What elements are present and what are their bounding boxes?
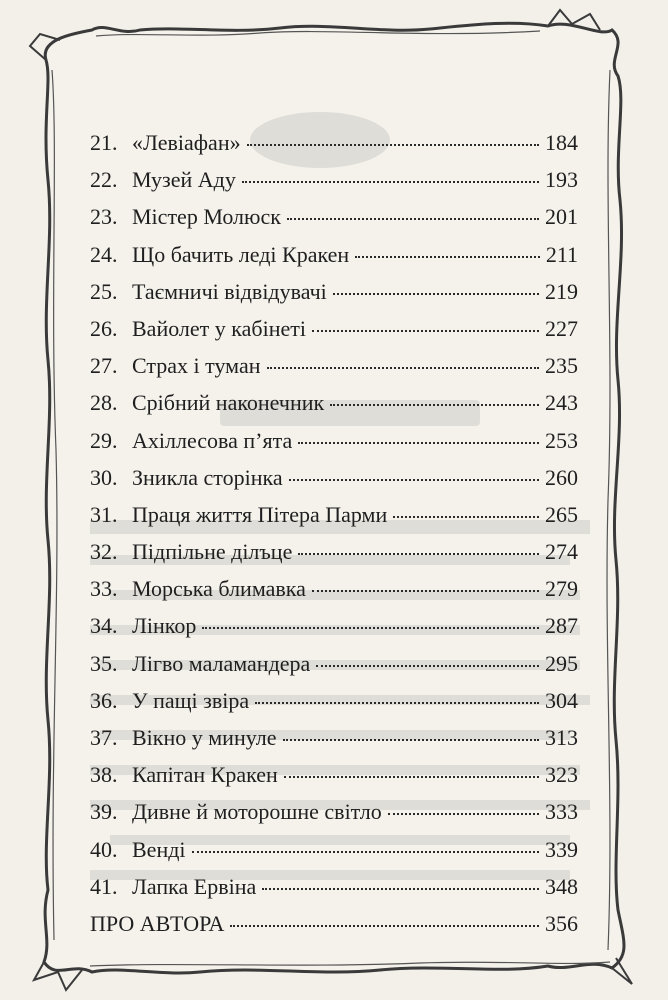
page-number: 333 (545, 799, 578, 825)
page-number: 295 (545, 650, 578, 676)
dot-leader (355, 256, 540, 258)
dot-leader (333, 293, 539, 295)
dot-leader (388, 813, 539, 815)
page-number: 339 (545, 836, 578, 862)
page-number: 193 (545, 167, 578, 193)
page-number: 287 (545, 613, 578, 639)
dot-leader (247, 144, 539, 146)
toc-entry (90, 273, 578, 310)
dot-leader (284, 776, 539, 778)
toc-entry (90, 607, 578, 644)
chapter-title: Що бачить леді Кракен (132, 241, 350, 267)
dot-leader (202, 627, 539, 629)
chapter-title: Страх і туман (132, 353, 261, 379)
chapter-number: 27. (90, 353, 118, 379)
dot-leader (393, 516, 539, 518)
page-number: 211 (545, 241, 578, 267)
toc-entry (90, 124, 578, 161)
chapter-number: 35. (90, 650, 118, 676)
page-number: 356 (545, 910, 578, 936)
dot-leader (330, 404, 539, 406)
chapter-title: Містер Молюск (132, 204, 281, 230)
chapter-number: 34. (90, 613, 118, 639)
chapter-title: Лінкор (132, 613, 197, 639)
toc-entry (90, 422, 578, 459)
dot-leader (298, 553, 539, 555)
chapter-title: Морська блимавка (132, 576, 306, 602)
page-number: 184 (545, 130, 578, 155)
page-number: 227 (545, 315, 578, 341)
chapter-number: 37. (90, 725, 118, 750)
page-number: 323 (545, 762, 578, 788)
page-number: 279 (545, 576, 578, 602)
dot-leader (289, 479, 539, 481)
dot-leader (267, 367, 540, 369)
dot-leader (230, 925, 539, 927)
page-number: 253 (545, 427, 578, 453)
chapter-number: 31. (90, 501, 118, 527)
chapter-number: 33. (90, 576, 118, 602)
chapter-number: 26. (90, 315, 118, 341)
toc-entry (90, 198, 578, 235)
dot-leader (287, 218, 539, 220)
page-number: 219 (545, 278, 578, 304)
chapter-title: Зникла сторінка (132, 464, 283, 490)
page-number: 201 (545, 204, 578, 230)
chapter-title: Срібний наконечник (132, 390, 325, 416)
toc-entry (90, 682, 578, 719)
dot-leader (298, 442, 539, 444)
chapter-title: У пащі звіра (132, 687, 250, 713)
toc-entry (90, 459, 578, 496)
dot-leader (192, 851, 539, 853)
chapter-title: Венді (132, 836, 186, 862)
chapter-number: 29. (90, 427, 118, 453)
chapter-title: «Левіафан» (132, 130, 241, 155)
dot-leader (316, 665, 539, 667)
toc-entry (90, 347, 578, 384)
toc-entry (90, 645, 578, 682)
toc-entry (90, 719, 578, 756)
dot-leader (255, 702, 539, 704)
about-author-title: ПРО АВТОРА (90, 910, 225, 936)
toc-entry (90, 310, 578, 347)
dot-leader (283, 739, 540, 741)
chapter-number: 23. (90, 204, 118, 230)
page-number: 313 (545, 725, 578, 750)
page-number: 304 (545, 687, 578, 713)
toc-entry (90, 831, 578, 868)
toc-entry (90, 236, 578, 273)
chapter-title: Лапка Ервіна (132, 873, 257, 899)
toc-entry-about-author (90, 905, 578, 942)
chapter-number: 38. (90, 762, 118, 788)
dot-leader (242, 181, 539, 183)
chapter-number: 28. (90, 390, 118, 416)
page-number: 265 (545, 501, 578, 527)
toc-entry (90, 868, 578, 905)
chapter-title: Таємничі відвідувачі (132, 278, 327, 304)
chapter-number: 24. (90, 241, 118, 267)
chapter-title: Лігво маламандера (132, 650, 311, 676)
chapter-title: Підпільне ділъце (132, 539, 293, 565)
chapter-title: Вайолет у кабінеті (132, 315, 306, 341)
dot-leader (262, 888, 539, 890)
chapter-title: Капітан Кракен (132, 762, 278, 788)
chapter-title: Вікно у минуле (132, 725, 277, 750)
chapter-number: 32. (90, 539, 118, 565)
chapter-number: 40. (90, 836, 118, 862)
page-number: 260 (545, 464, 578, 490)
toc-entry (90, 161, 578, 198)
dot-leader (312, 330, 539, 332)
table-of-contents (90, 124, 578, 942)
toc-entry (90, 570, 578, 607)
chapter-number: 25. (90, 278, 118, 304)
page-number: 348 (545, 873, 578, 899)
toc-entry (90, 793, 578, 830)
chapter-title: Ахіллесова п’ята (132, 427, 293, 453)
chapter-number: 21. (90, 130, 118, 155)
chapter-title: Дивне й моторошне світло (132, 799, 382, 825)
chapter-number: 30. (90, 464, 118, 490)
page-number: 235 (545, 353, 578, 379)
toc-entry (90, 496, 578, 533)
dot-leader (312, 590, 539, 592)
chapter-number: 22. (90, 167, 118, 193)
page-number: 243 (545, 390, 578, 416)
chapter-number: 36. (90, 687, 118, 713)
page-number: 274 (545, 539, 578, 565)
chapter-number: 39. (90, 799, 118, 825)
chapter-title: Праця життя Пітера Парми (132, 501, 388, 527)
toc-entry (90, 533, 578, 570)
chapter-number: 41. (90, 873, 118, 899)
toc-entry (90, 756, 578, 793)
chapter-title: Музей Аду (132, 167, 236, 193)
toc-entry (90, 384, 578, 421)
